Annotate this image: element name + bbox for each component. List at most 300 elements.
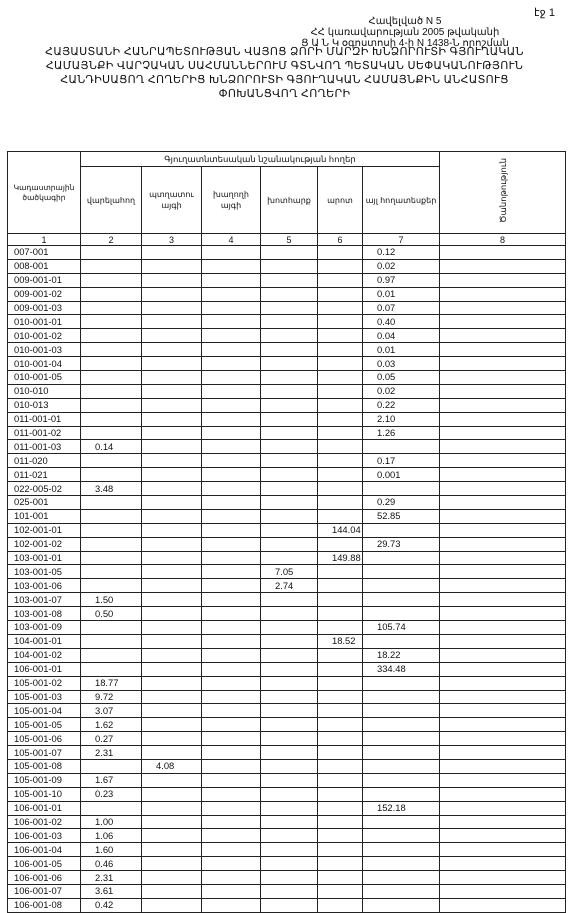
area-value-cell: 0.12	[363, 246, 440, 260]
note-cell	[440, 537, 566, 551]
area-value-cell	[202, 884, 261, 898]
area-value-cell	[142, 371, 202, 385]
note-cell	[440, 857, 566, 871]
area-value-cell	[142, 593, 202, 607]
area-value-cell	[363, 690, 440, 704]
area-value-cell	[202, 579, 261, 593]
area-value-cell	[261, 551, 318, 565]
area-value-cell	[202, 718, 261, 732]
area-value-cell	[142, 621, 202, 635]
area-value-cell	[142, 301, 202, 315]
area-value-cell	[202, 551, 261, 565]
note-cell	[440, 468, 566, 482]
area-value-cell	[142, 523, 202, 537]
area-value-cell	[261, 454, 318, 468]
area-value-cell	[261, 301, 318, 315]
note-cell	[440, 412, 566, 426]
area-value-cell: 1.60	[81, 843, 142, 857]
cadastral-code-cell: 007-001	[8, 246, 81, 260]
vineyard-header: խաղողի այգի	[202, 167, 261, 234]
note-cell	[440, 662, 566, 676]
note-cell	[440, 593, 566, 607]
area-value-cell	[81, 565, 142, 579]
area-value-cell	[363, 440, 440, 454]
area-value-cell	[261, 496, 318, 510]
note-cell	[440, 273, 566, 287]
area-value-cell: 0.03	[363, 357, 440, 371]
table-body	[8, 246, 566, 913]
area-value-cell	[142, 634, 202, 648]
area-value-cell	[142, 676, 202, 690]
area-value-cell	[202, 496, 261, 510]
area-value-cell	[363, 843, 440, 857]
area-value-cell	[261, 343, 318, 357]
area-value-cell	[318, 621, 363, 635]
area-value-cell	[142, 732, 202, 746]
title-line-4: ՓՈԽԱՆՑՎՈՂ ՀՈՂԵՐԻ	[218, 88, 351, 100]
note-cell	[440, 565, 566, 579]
area-value-cell	[142, 537, 202, 551]
table-row	[8, 523, 566, 537]
table-row	[8, 884, 566, 898]
area-value-cell	[202, 690, 261, 704]
area-value-cell	[261, 621, 318, 635]
cadastral-code-cell: 103-001-07	[8, 593, 81, 607]
area-value-cell	[81, 371, 142, 385]
area-value-cell	[318, 246, 363, 260]
area-value-cell	[202, 454, 261, 468]
area-value-cell	[202, 329, 261, 343]
area-value-cell	[318, 676, 363, 690]
area-value-cell	[202, 801, 261, 815]
area-value-cell	[363, 704, 440, 718]
cadastral-code-cell: 010-001-02	[8, 329, 81, 343]
table-row	[8, 662, 566, 676]
table-row	[8, 412, 566, 426]
area-value-cell	[318, 496, 363, 510]
cadastral-code-cell: 106-001-04	[8, 843, 81, 857]
table-row	[8, 273, 566, 287]
cadastral-code-cell: 009-001-02	[8, 287, 81, 301]
table-row	[8, 732, 566, 746]
area-value-cell: 18.22	[363, 648, 440, 662]
note-cell	[440, 746, 566, 760]
area-value-cell: 0.01	[363, 287, 440, 301]
note-cell	[440, 371, 566, 385]
area-value-cell	[142, 398, 202, 412]
column-number: 4	[202, 234, 261, 246]
note-cell	[440, 482, 566, 496]
area-value-cell	[81, 537, 142, 551]
appendix-line-3: Ց Ա Ն Կ օգոստոսի 4-ի N 1438-Ն որոշման	[301, 38, 509, 49]
area-value-cell	[202, 468, 261, 482]
area-value-cell	[318, 315, 363, 329]
area-value-cell	[363, 884, 440, 898]
area-value-cell	[318, 898, 363, 912]
note-cell	[440, 496, 566, 510]
area-value-cell	[81, 287, 142, 301]
table-row	[8, 315, 566, 329]
area-value-cell	[318, 773, 363, 787]
cadastral-code-cell: 105-001-07	[8, 746, 81, 760]
area-value-cell: 3.07	[81, 704, 142, 718]
table-row	[8, 704, 566, 718]
area-value-cell	[318, 412, 363, 426]
area-value-cell	[202, 398, 261, 412]
area-value-cell	[363, 871, 440, 885]
area-value-cell	[261, 857, 318, 871]
area-value-cell	[81, 759, 142, 773]
cadastral-code-cell: 102-001-01	[8, 523, 81, 537]
area-value-cell	[81, 621, 142, 635]
area-value-cell	[261, 884, 318, 898]
table-row	[8, 357, 566, 371]
area-value-cell	[261, 690, 318, 704]
area-value-cell: 18.77	[81, 676, 142, 690]
area-value-cell	[318, 537, 363, 551]
table-row	[8, 343, 566, 357]
area-value-cell	[318, 746, 363, 760]
area-value-cell	[142, 662, 202, 676]
area-value-cell	[261, 773, 318, 787]
note-cell	[440, 829, 566, 843]
area-value-cell	[363, 593, 440, 607]
area-value-cell: 0.29	[363, 496, 440, 510]
area-value-cell: 2.31	[81, 871, 142, 885]
area-value-cell: 0.27	[81, 732, 142, 746]
area-value-cell	[261, 815, 318, 829]
area-value-cell	[363, 718, 440, 732]
table-row	[8, 509, 566, 523]
area-value-cell	[81, 426, 142, 440]
area-value-cell	[202, 384, 261, 398]
appendix-line-1: Հավելված N 5	[368, 16, 442, 27]
pasture-header: արոտ	[318, 167, 363, 234]
land-parcels-table	[7, 151, 566, 913]
area-value-cell	[261, 871, 318, 885]
note-cell	[440, 801, 566, 815]
area-value-cell: 105.74	[363, 621, 440, 635]
area-value-cell: 3.61	[81, 884, 142, 898]
note-cell	[440, 718, 566, 732]
note-cell	[440, 634, 566, 648]
area-value-cell: 0.02	[363, 259, 440, 273]
note-cell	[440, 440, 566, 454]
area-value-cell: 18.52	[318, 634, 363, 648]
area-value-cell: 1.00	[81, 815, 142, 829]
area-value-cell	[202, 898, 261, 912]
cadastral-code-cell: 103-001-08	[8, 607, 81, 621]
area-value-cell	[318, 690, 363, 704]
area-value-cell	[318, 440, 363, 454]
cadastral-code-cell: 010-013	[8, 398, 81, 412]
area-value-cell	[202, 287, 261, 301]
area-value-cell	[142, 440, 202, 454]
note-cell	[440, 246, 566, 260]
cadastral-code-cell: 010-001-03	[8, 343, 81, 357]
note-cell	[440, 259, 566, 273]
cadastral-code-cell: 102-001-02	[8, 537, 81, 551]
area-value-cell	[142, 315, 202, 329]
area-value-cell	[363, 482, 440, 496]
area-value-cell	[363, 732, 440, 746]
area-value-cell: 9.72	[81, 690, 142, 704]
area-value-cell	[318, 371, 363, 385]
area-value-cell	[261, 704, 318, 718]
area-value-cell	[142, 287, 202, 301]
area-value-cell	[318, 704, 363, 718]
area-value-cell	[202, 343, 261, 357]
area-value-cell	[81, 384, 142, 398]
area-value-cell	[142, 704, 202, 718]
table-row	[8, 426, 566, 440]
area-value-cell: 1.62	[81, 718, 142, 732]
area-value-cell: 0.05	[363, 371, 440, 385]
area-value-cell	[261, 787, 318, 801]
area-value-cell: 0.01	[363, 343, 440, 357]
area-value-cell	[142, 454, 202, 468]
note-cell	[440, 551, 566, 565]
area-value-cell: 0.07	[363, 301, 440, 315]
area-value-cell: 0.04	[363, 329, 440, 343]
note-cell	[440, 287, 566, 301]
note-cell	[440, 398, 566, 412]
area-value-cell	[202, 440, 261, 454]
area-value-cell	[318, 871, 363, 885]
area-value-cell	[261, 259, 318, 273]
area-value-cell	[142, 412, 202, 426]
column-number: 8	[440, 234, 566, 246]
cadastral-code-cell: 103-001-09	[8, 621, 81, 635]
area-value-cell	[202, 412, 261, 426]
area-value-cell	[81, 398, 142, 412]
area-value-cell	[81, 357, 142, 371]
area-value-cell	[202, 246, 261, 260]
area-value-cell	[142, 509, 202, 523]
area-value-cell	[202, 662, 261, 676]
cadastral-code-cell: 105-001-10	[8, 787, 81, 801]
area-value-cell	[363, 565, 440, 579]
area-value-cell: 1.26	[363, 426, 440, 440]
area-value-cell	[261, 287, 318, 301]
area-value-cell: 1.67	[81, 773, 142, 787]
note-cell	[440, 454, 566, 468]
area-value-cell	[81, 259, 142, 273]
area-value-cell	[202, 857, 261, 871]
area-value-cell	[202, 259, 261, 273]
area-value-cell	[318, 398, 363, 412]
area-value-cell	[202, 301, 261, 315]
note-cell	[440, 690, 566, 704]
area-value-cell	[318, 662, 363, 676]
area-value-cell	[363, 523, 440, 537]
area-value-cell	[363, 787, 440, 801]
area-value-cell	[202, 273, 261, 287]
area-value-cell	[261, 468, 318, 482]
area-value-cell	[81, 801, 142, 815]
cadastral-code-cell: 106-001-02	[8, 815, 81, 829]
area-value-cell	[318, 759, 363, 773]
area-value-cell	[142, 718, 202, 732]
note-header-cell	[440, 152, 566, 234]
area-value-cell	[202, 746, 261, 760]
note-cell	[440, 426, 566, 440]
note-cell	[440, 621, 566, 635]
cadastral-code-cell: 103-001-05	[8, 565, 81, 579]
area-value-cell	[261, 662, 318, 676]
table-row	[8, 746, 566, 760]
area-value-cell	[261, 509, 318, 523]
area-value-cell	[142, 579, 202, 593]
area-value-cell	[202, 676, 261, 690]
area-value-cell	[318, 801, 363, 815]
note-cell	[440, 384, 566, 398]
area-value-cell	[363, 551, 440, 565]
area-value-cell	[261, 273, 318, 287]
column-number: 1	[8, 234, 81, 246]
area-value-cell: 334.48	[363, 662, 440, 676]
area-value-cell	[318, 829, 363, 843]
note-cell	[440, 843, 566, 857]
table-row	[8, 440, 566, 454]
area-value-cell	[202, 815, 261, 829]
area-value-cell	[142, 648, 202, 662]
area-value-cell: 29.73	[363, 537, 440, 551]
table-row	[8, 371, 566, 385]
area-value-cell	[261, 801, 318, 815]
cadastral-code-cell: 105-001-08	[8, 759, 81, 773]
area-value-cell	[142, 468, 202, 482]
area-value-cell	[81, 315, 142, 329]
area-value-cell	[81, 634, 142, 648]
table-row	[8, 801, 566, 815]
table-row	[8, 607, 566, 621]
table-row	[8, 857, 566, 871]
area-value-cell	[81, 523, 142, 537]
area-value-cell	[202, 357, 261, 371]
area-value-cell	[81, 468, 142, 482]
table-row	[8, 871, 566, 885]
cadastral-code-cell: 022-005-02	[8, 482, 81, 496]
area-value-cell	[142, 607, 202, 621]
area-value-cell	[142, 829, 202, 843]
table-row	[8, 384, 566, 398]
table-row	[8, 454, 566, 468]
area-value-cell	[261, 648, 318, 662]
area-value-cell: 4.08	[142, 759, 202, 773]
area-value-cell	[261, 426, 318, 440]
area-value-cell	[318, 815, 363, 829]
cadastral-code-cell: 011-021	[8, 468, 81, 482]
column-number: 5	[261, 234, 318, 246]
area-value-cell	[142, 801, 202, 815]
area-value-cell	[318, 287, 363, 301]
area-value-cell	[261, 371, 318, 385]
area-value-cell	[202, 593, 261, 607]
area-value-cell	[261, 829, 318, 843]
area-value-cell	[202, 607, 261, 621]
area-value-cell	[142, 246, 202, 260]
area-value-cell: 0.40	[363, 315, 440, 329]
area-value-cell	[261, 898, 318, 912]
area-value-cell	[81, 246, 142, 260]
cadastral-code-cell: 106-001-01	[8, 801, 81, 815]
area-value-cell: 52.85	[363, 509, 440, 523]
cadastral-code-cell: 011-001-03	[8, 440, 81, 454]
area-value-cell	[261, 732, 318, 746]
note-cell	[440, 732, 566, 746]
area-value-cell: 0.97	[363, 273, 440, 287]
area-value-cell	[142, 426, 202, 440]
area-value-cell	[81, 273, 142, 287]
area-value-cell: 149.88	[318, 551, 363, 565]
table-row	[8, 537, 566, 551]
area-value-cell: 2.10	[363, 412, 440, 426]
cadastral-code-cell: 104-001-02	[8, 648, 81, 662]
table-row	[8, 648, 566, 662]
area-value-cell	[261, 384, 318, 398]
area-value-cell: 144.04	[318, 523, 363, 537]
area-value-cell	[318, 732, 363, 746]
note-cell	[440, 343, 566, 357]
area-value-cell	[142, 884, 202, 898]
table-row	[8, 815, 566, 829]
table-row	[8, 843, 566, 857]
table-row	[8, 634, 566, 648]
title-line-3: ՀԱՆԴԻՍԱՑՈՂ ՀՈՂԵՐԻՑ ԽՆՁՈՐՈՒՏԻ ԳՅՈՒՂԱԿԱՆ ՀԱՄԱՅՆՔԻՆ ԱՆՀԱՏՈՒՑ	[60, 74, 509, 86]
note-cell	[440, 704, 566, 718]
table-row	[8, 829, 566, 843]
area-value-cell	[363, 773, 440, 787]
area-value-cell	[142, 551, 202, 565]
note-cell	[440, 579, 566, 593]
area-value-cell	[81, 509, 142, 523]
cadastral-code-cell: 106-001-07	[8, 884, 81, 898]
note-cell	[440, 648, 566, 662]
note-cell	[440, 815, 566, 829]
area-value-cell	[202, 509, 261, 523]
cadastral-code-cell: 105-001-09	[8, 773, 81, 787]
note-cell	[440, 884, 566, 898]
hayfield-header: խոտհարք	[261, 167, 318, 234]
area-value-cell: 1.50	[81, 593, 142, 607]
cadastral-code-cell: 010-001-04	[8, 357, 81, 371]
note-cell	[440, 301, 566, 315]
area-value-cell: 2.31	[81, 746, 142, 760]
cadastral-code-cell: 010-010	[8, 384, 81, 398]
table-row	[8, 468, 566, 482]
column-number: 3	[142, 234, 202, 246]
area-value-cell	[318, 482, 363, 496]
area-value-cell	[318, 273, 363, 287]
title-line-1: ՀԱՅԱՍՏԱՆԻ ՀԱՆՐԱՊԵՏՈՒԹՅԱՆ ՎԱՅՈՑ ՁՈՐԻ ՄԱՐԶԻ ԽՆՁՈՐՈՒՏԻ ԳՅՈՒՂԱԿԱՆ	[45, 46, 524, 58]
area-value-cell: 152.18	[363, 801, 440, 815]
area-value-cell	[202, 773, 261, 787]
note-cell	[440, 871, 566, 885]
area-value-cell	[261, 746, 318, 760]
area-value-cell	[142, 898, 202, 912]
area-value-cell: 1.06	[81, 829, 142, 843]
area-value-cell: 0.50	[81, 607, 142, 621]
area-value-cell	[318, 509, 363, 523]
note-cell	[440, 329, 566, 343]
area-value-cell	[318, 426, 363, 440]
cadastral-code-cell: 104-001-01	[8, 634, 81, 648]
cadastral-code-cell: 010-001-01	[8, 315, 81, 329]
area-value-cell	[202, 315, 261, 329]
cadastral-code-cell: 011-001-01	[8, 412, 81, 426]
note-cell	[440, 315, 566, 329]
